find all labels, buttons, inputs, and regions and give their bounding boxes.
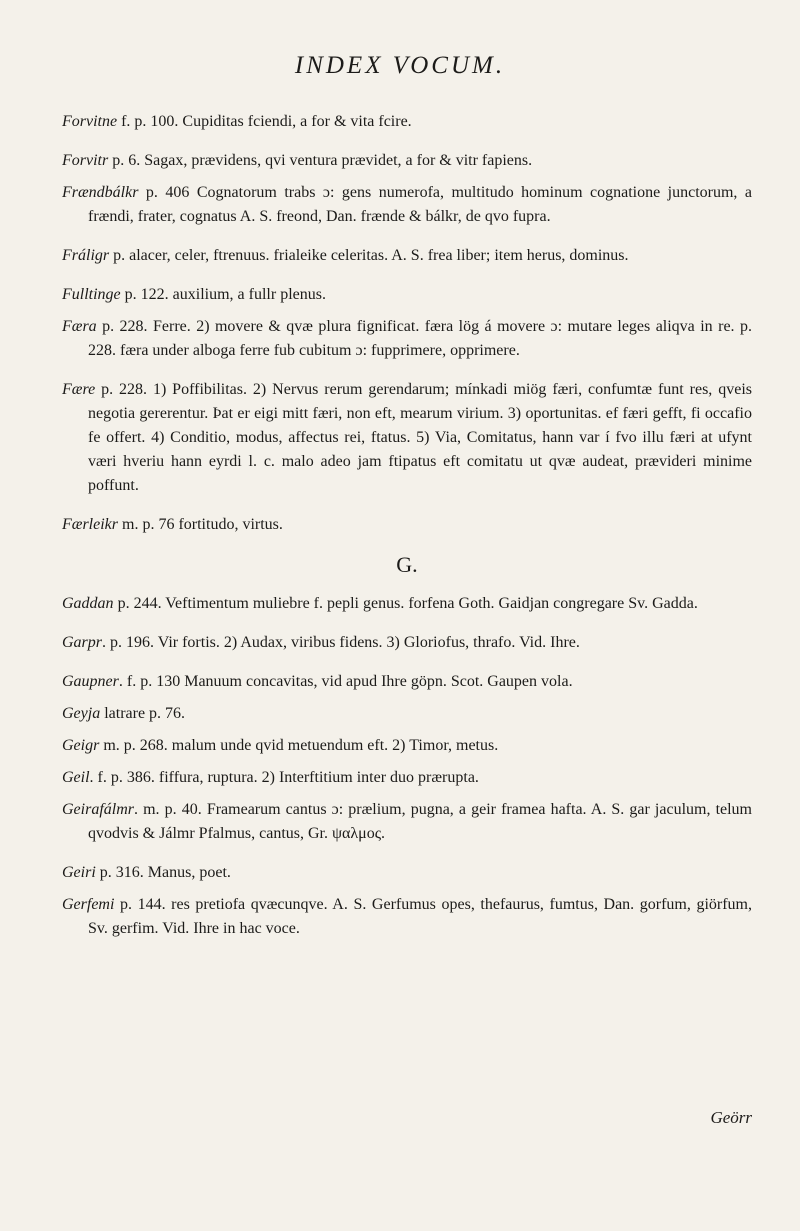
entry-text: m. p. 76 fortitudo, virtus. — [118, 516, 283, 533]
entries-list — [62, 110, 752, 956]
entry-gaddan — [62, 592, 752, 616]
running-head: INDEX VOCUM. — [294, 52, 506, 79]
entry-gersemi — [62, 893, 752, 941]
entry-headword: Forvitr — [62, 152, 109, 169]
entry-gaupner — [62, 670, 752, 694]
entry-headword: Garpr — [62, 634, 103, 651]
entry-text: p. 228. Ferre. 2) movere & qvæ plura fignificat. færa lög á movere ɔ: mutare leges aliqva in re. p. 228. færa under alboga ferre fub cubitum ɔ: fupprimere, opprimere. — [88, 318, 752, 359]
entry-geigr — [62, 734, 752, 758]
entry-faere — [62, 378, 752, 498]
entry-headword: Gaupner — [62, 673, 119, 690]
entry-fraendbalkr — [62, 181, 752, 229]
entry-headword: Fráligr — [62, 247, 110, 264]
entry-geyja — [62, 702, 752, 726]
entry-headword: Geigr — [62, 737, 100, 754]
entry-headword: Fære — [62, 381, 96, 398]
entry-text: f. p. 100. Cupiditas fciendi, a for & vita fcire. — [117, 113, 412, 130]
entry-headword: Frændbálkr — [62, 184, 139, 201]
entry-headword: Gaddan — [62, 595, 114, 612]
entry-headword: Geirafálmr — [62, 801, 134, 818]
entry-text: . m. p. 40. Framearum cantus ɔ: prælium, pugna, a geir framea hafta. A. S. gar jaculum, telum qvodvis & Jálmr Pfalmus, cantus, Gr. ψαλμος. — [88, 801, 752, 842]
entry-fraligr — [62, 244, 752, 268]
entry-text: p. 6. Sagax, prævidens, qvi ventura prævidet, a for & vitr fapiens. — [108, 152, 533, 169]
entry-geiri — [62, 861, 752, 885]
entry-text: p. 244. Veftimentum muliebre f. pepli genus. forfena Goth. Gaidjan congregare Sv. Gadda. — [113, 595, 698, 612]
entry-text: p. 122. auxilium, a fullr plenus. — [120, 286, 326, 303]
entry-text: m. p. 268. malum unde qvid metuendum eft. 2) Timor, metus. — [99, 737, 499, 754]
entry-headword: Fulltinge — [62, 286, 121, 303]
entry-geil — [62, 766, 752, 790]
entry-faera — [62, 315, 752, 363]
entry-geirafalmr — [62, 798, 752, 846]
entry-fulltinge — [62, 283, 752, 307]
entry-text: . p. 196. Vir fortis. 2) Audax, viribus fidens. 3) Gloriofus, thrafo. Vid. Ihre. — [102, 634, 580, 651]
entry-text: p. 228. 1) Poffibilitas. 2) Nervus rerum gerendarum; mínkadi miög færi, confumtæ funt res, qveis negotia gererentur. Þat er eigi mitt færi, non eft, mearum virium. 3) oportunitas. ef færi gefft, fi occafio fe offert. 4) Conditio, modus, affectus rei, ftatus. 5) Via, Comitatus, hann var í fvo illu færi at ufynt væri hveriu hann eyrdi l. c. malo adeo jam ftipatus eft comitatu ut qvæ audeat, prævideri minime poffunt. — [88, 381, 752, 494]
entry-text: . f. p. 386. fiffura, ruptura. 2) Interftitium inter duo prærupta. — [89, 769, 479, 786]
entry-garpr — [62, 631, 752, 655]
entry-text: . f. p. 130 Manuum concavitas, vid apud Ihre göpn. Scot. Gaupen vola. — [118, 673, 573, 690]
entry-text: p. 144. res pretiofa qvæcunqve. A. S. Gerfumus opes, thefaurus, fumtus, Dan. gorfum, giörfum, Sv. gerfim. Vid. Ihre in hac voce. — [88, 896, 752, 937]
entry-headword: Geil — [62, 769, 90, 786]
entry-headword: Gerfemi — [62, 896, 115, 913]
entry-headword: Forvitne — [62, 113, 118, 130]
entry-text: p. 406 Cognatorum trabs ɔ: gens numerofa, multitudo hominum cognatione junctorum, a frændi, frater, cognatus A. S. freond, Dan. frænde & bálkr, de qvo fupra. — [88, 184, 752, 225]
catchword: Geörr — [710, 1108, 752, 1127]
entry-headword: Færa — [62, 318, 97, 335]
entry-text: latrare p. 76. — [100, 705, 186, 722]
entry-forvitr — [62, 149, 752, 173]
entry-text: p. 316. Manus, poet. — [95, 864, 231, 881]
entry-headword: Geiri — [62, 864, 96, 881]
entry-text: p. alacer, celer, ftrenuus. frialeike celeritas. A. S. frea liber; item herus, dominus. — [109, 247, 629, 264]
entry-headword: Geyja — [62, 705, 101, 722]
entry-headword: Færleikr — [62, 516, 118, 533]
section-letter: G. — [396, 552, 418, 577]
entry-forvitne — [62, 110, 752, 134]
entry-faerleikr — [62, 513, 752, 537]
